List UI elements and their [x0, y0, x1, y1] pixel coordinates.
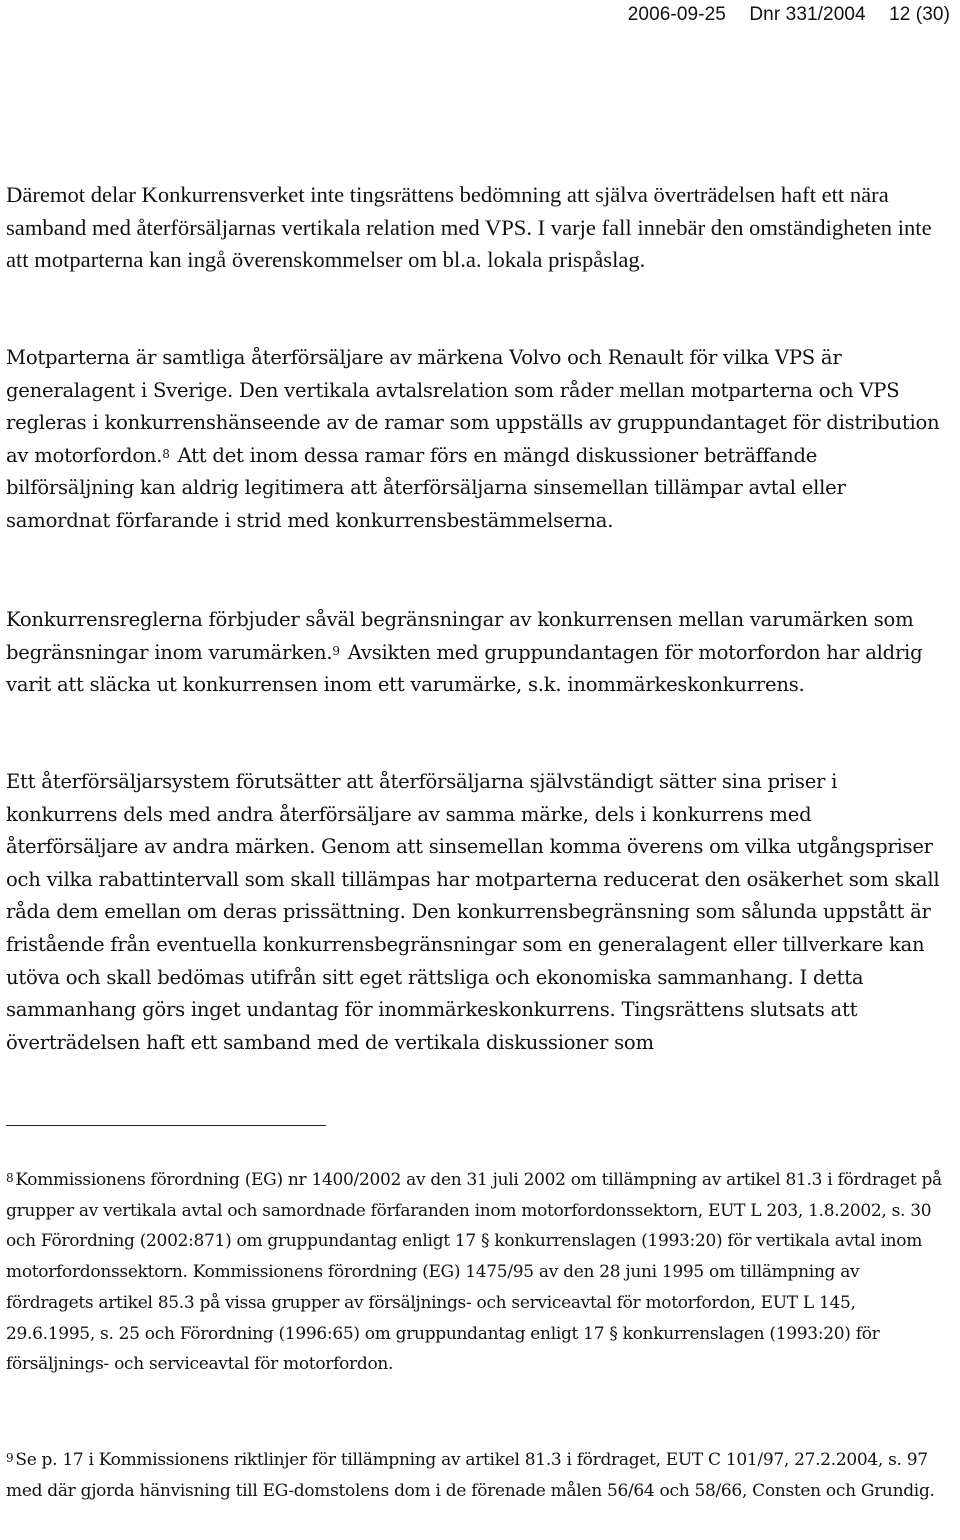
footnote-ref-9: 9	[332, 643, 340, 658]
header-page-number: 12 (30)	[889, 4, 950, 25]
paragraph-2	[6, 342, 946, 538]
page-header	[610, 4, 950, 26]
footnote-8-text: Kommissionens förordning (EG) nr 1400/2002 av den 31 juli 2002 om tillämpning av artikel 81.3 i fördraget på grupper av vertikala avtal och samordnade förfaranden inom motorfordonssektorn, EUT L 203, 1.8.2002, s. 30 och Förordning (2002:871) om gruppundantag enligt 17 § konkurrenslagen (1993:20) för vertikala avtal inom motorfordonssektorn. Kommissionens förordning (EG) 1475/95 av den 28 juni 1995 om tillämpning av fördragets artikel 85.3 på vissa grupper av försäljnings- och serviceavtal för motorfordon, EUT L 145, 29.6.1995, s. 25 och Förordning (1996:65) om gruppundantag enligt 17 § konkurrenslagen (1993:20) för försäljnings- och serviceavtal för motorfordon.	[6, 1170, 942, 1375]
footnote-8-mark: 8	[6, 1171, 14, 1185]
paragraph-4: Ett återförsäljarsystem förutsätter att återförsäljarna självständigt sätter sina priser i konkurrens dels med andra återförsäljare av samma märke, dels i konkurrens med återförsäljare av andra märken. Genom att sinsemellan komma överens om vilka utgångspriser och vilka rabattintervall som skall tillämpas har motparterna reducerat den osäkerhet som skall råda dem emellan om deras prissättning. Den konkurrensbegränsning som sålunda uppstått är fristående från eventuella konkurrensbegränsningar som en generalagent eller tillverkare kan utöva och skall bedömas utifrån sitt eget rättsliga och ekonomiska sammanhang. I detta sammanhang görs inget undantag för inommärkeskonkurrens. Tingsrättens slutsats att överträdelsen haft ett samband med de vertikala diskussioner som	[6, 770, 940, 1054]
paragraph-3-part-b: Avsikten med gruppundantagen för motorfordon har aldrig varit att släcka ut konkurrensen inom ett varumärke, s.k. inommärkeskonkurrens.	[6, 640, 923, 697]
footnote-9	[6, 1445, 946, 1506]
paragraph-2-part-a: Motparterna är samtliga återförsäljare av märkena Volvo och Renault för vilka VPS är generalagent i Sverige. Den vertikala avtalsrelation som råder mellan motparterna och VPS regleras i konkurrenshänseende av de ramar som uppställs av gruppundantaget för distribution av motorfordon.	[6, 346, 940, 467]
footnote-separator	[6, 1125, 326, 1126]
paragraph-1: Däremot delar Konkurrensverket inte tingsrättens bedömning att själva överträdelsen haft ett nära samband med återförsäljarnas vertikala relation med VPS. I varje fall innebär den omständigheten inte att motparterna kan ingå överenskommelser om bl.a. lokala prispåslag.	[6, 182, 932, 273]
footnote-8	[6, 1165, 946, 1380]
header-date: 2006-09-25	[627, 4, 726, 25]
footnote-9-text: Se p. 17 i Kommissionens riktlinjer för tillämpning av artikel 81.3 i fördraget, EUT C 101/97, 27.2.2004, s. 97 med där gjorda hänvisning till EG-domstolens dom i de förenade målen 56/64 och 58/66, Consten och Grundig.	[6, 1450, 935, 1501]
header-dnr: Dnr 331/2004	[749, 4, 866, 25]
footnote-9-mark: 9	[6, 1451, 14, 1465]
paragraph-2-part-b: Att det inom dessa ramar förs en mängd diskussioner beträffande bilförsäljning kan aldrig legitimera att återförsäljarna sinsemellan tillämpar avtal eller samordnat förfarande i strid med konkurrensbestämmelserna.	[6, 443, 846, 532]
paragraph-3	[6, 604, 946, 702]
paragraph-3-part-a: Konkurrensreglerna förbjuder såväl begränsningar av konkurrensen mellan varumärken som begränsningar inom varumärken.	[6, 608, 914, 664]
footnote-ref-8: 8	[162, 446, 170, 461]
